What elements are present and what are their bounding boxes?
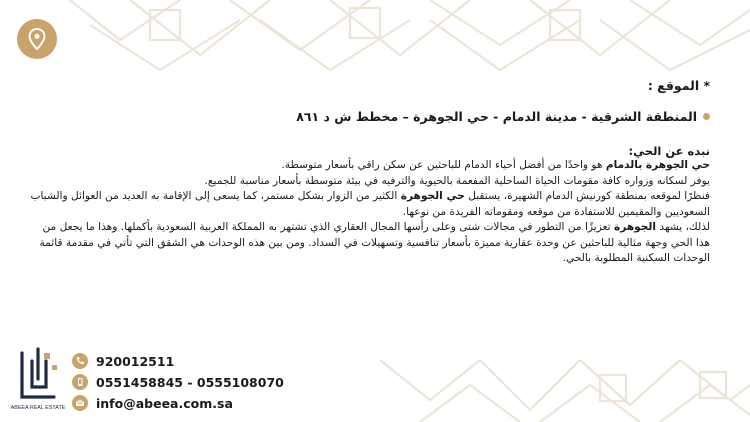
- about-p3-c: الكثير من الزوار بشكل مستمر، كما يسعى إلى الإقامة به العديد من العوائل والشباب السعوديين والمقيمين للاستفادة من موقعه ومقوماته الفريدة من نوعها.: [30, 190, 710, 218]
- about-paragraph-3: [30, 189, 710, 220]
- email-icon: [72, 395, 88, 411]
- about-p4-c: تعزيزًا من التطور في مجالات شتى وعلى رأسها المجال العقاري الذي تشتهر به المملكة العربية السعودية بأكملها. وهذا ما يجعل من هذا الحي وجهة مثالية للباحثين عن وحدة عقارية مميزة بأسعار تنافسية وتسهيلات في السداد. ومن بين هذه الوحدات هي الشقق التي تأتي في مقدمة قائمة الوحدات السكنية المطلوبة بالحي.: [39, 221, 710, 264]
- bullet-icon: [703, 113, 710, 120]
- location-address: المنطقة الشرقية - مدينة الدمام - حي الجوهرة – مخطط ش د ٨٦١: [296, 109, 697, 124]
- contact-email: [72, 395, 233, 411]
- mobile-numbers[interactable]: 0551458845 - 0555108070: [96, 374, 284, 390]
- logo-text: ABEEA REAL ESTATE: [10, 405, 66, 411]
- about-p1-bold: حي الجوهرة بالدمام: [605, 159, 710, 171]
- mobile-icon: [72, 374, 88, 390]
- location-heading: * الموقع :: [647, 78, 710, 93]
- location-pin-icon: [17, 19, 57, 59]
- contact-phone: [72, 353, 174, 369]
- about-p3-a: فنظرًا لموقعه بمنطقة كورنيش الدمام الشهيرة، يستقبل: [464, 190, 710, 202]
- about-p3-bold: حي الجوهرة: [400, 190, 465, 202]
- about-heading: نبده عن الحي:: [628, 144, 710, 158]
- contact-mobile: [72, 374, 284, 390]
- about-paragraph-4: [30, 220, 710, 267]
- about-p4-a: لذلك، يشهد: [656, 221, 710, 233]
- about-paragraph-1: [30, 158, 710, 174]
- location-row: [30, 109, 710, 124]
- email-address[interactable]: info@abeea.com.sa: [96, 395, 233, 411]
- phone-icon: [72, 353, 88, 369]
- about-p1-text: هو واحدًا من أفضل أحياء الدمام للباحثين عن سكن راقي بأسعار متوسطة.: [281, 159, 606, 171]
- company-logo: [10, 345, 66, 415]
- phone-number[interactable]: 920012511: [96, 353, 175, 369]
- about-paragraph-2: يوفر لسكانه وزواره كافة مقومات الحياة الساحلية المفعمة بالحيوية والترفيه في بيئة متوسطة بأسعار مناسبة للجميع.: [204, 174, 710, 187]
- about-p4-bold: الجوهرة: [613, 221, 657, 233]
- content-area: [30, 78, 710, 267]
